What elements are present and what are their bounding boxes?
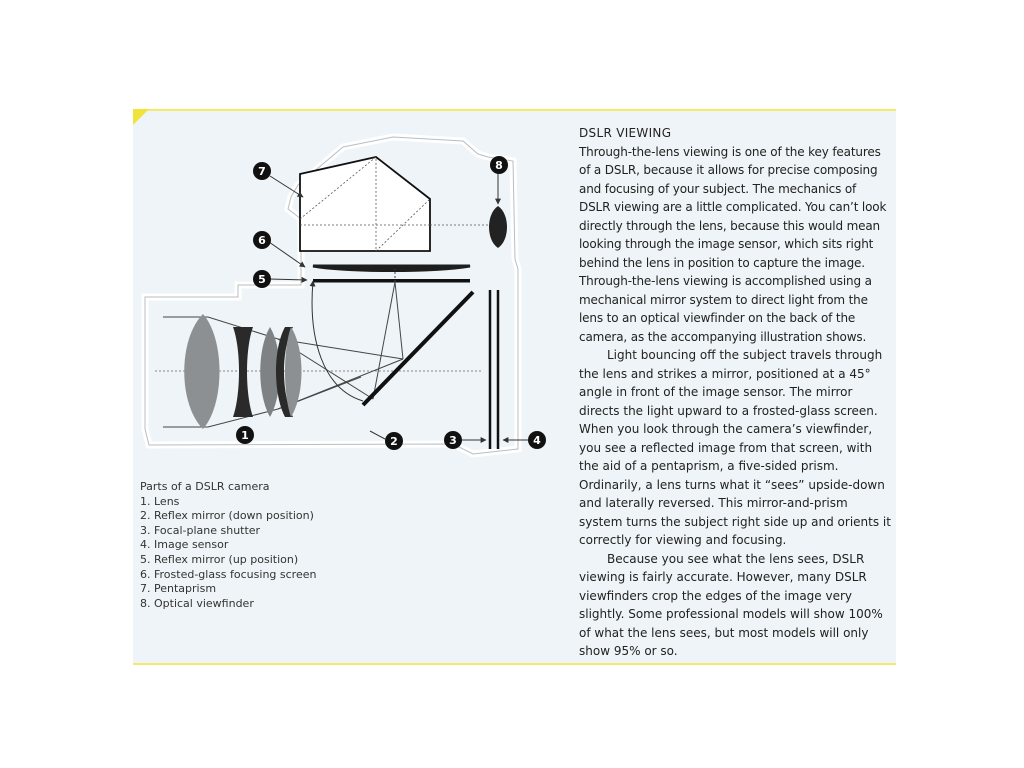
article-heading: DSLR VIEWING [579, 126, 672, 140]
caption-item: 4. Image sensor [140, 538, 229, 552]
caption-item: 7. Pentaprism [140, 582, 217, 596]
callout-2 [385, 432, 403, 450]
bottom-rule [133, 663, 896, 665]
svg-text:7: 7 [258, 165, 266, 178]
reflex-mirror-up [313, 279, 470, 283]
article-paragraph: Through-the-lens viewing is one of the key features of a DSLR, because it allows for precise composing and focusing of your subject. The mechanics of DSLR viewing are a little complicated. You can’t look directly through the lens, because this would mean looking through the image sensor, which sits right behind the lens in position to capture the image. Through-the-lens viewing is accomplished using a mechanical mirror system to direct light from the lens to an optical viewfinder on the back of the camera, as the accompanying illustration shows. [579, 144, 887, 344]
viewfinder-eyepiece [489, 206, 507, 248]
focusing-screen [313, 266, 470, 271]
caption-list [140, 495, 400, 612]
article-body [579, 124, 891, 661]
caption-item: 5. Reflex mirror (up position) [140, 552, 299, 566]
article-paragraph: Because you see what the lens sees, DSLR viewing is fairly accurate. However, many DSLR viewfinders crop the edges of the image very slightly. Some professional models will show 100% of what the lens sees, but most models will only show 95% or so. [579, 551, 883, 658]
svg-text:5: 5 [258, 273, 266, 286]
mirror-swing-arc [312, 281, 363, 401]
callout-4 [528, 431, 546, 449]
callout-6 [253, 231, 271, 249]
caption-title: Parts of a DSLR camera [140, 480, 270, 493]
svg-text:2: 2 [390, 435, 398, 448]
callout-7 [253, 162, 271, 180]
dslr-diagram [133, 109, 573, 479]
caption-item: 3. Focal-plane shutter [140, 523, 261, 537]
callout-1 [236, 426, 254, 444]
svg-text:3: 3 [449, 434, 457, 447]
diagram-caption [140, 480, 400, 611]
callout-8 [490, 156, 508, 174]
caption-item: 8. Optical viewfinder [140, 596, 254, 610]
lens-group [184, 314, 301, 429]
svg-text:1: 1 [241, 429, 249, 442]
svg-text:6: 6 [258, 234, 266, 247]
reflex-mirror-down [363, 292, 473, 405]
caption-item: 1. Lens [140, 494, 180, 508]
callout-5 [253, 270, 271, 288]
callout-3 [444, 431, 462, 449]
caption-item: 2. Reflex mirror (down position) [140, 509, 314, 523]
svg-text:8: 8 [495, 159, 503, 172]
caption-item: 6. Frosted-glass focusing screen [140, 567, 317, 581]
pentaprism [300, 157, 488, 251]
article-paragraph: Light bouncing off the subject travels through the lens and strikes a mirror, positioned at a 45° angle in front of the image sensor. The mirror directs the light upward to a frosted-glass screen. When you look through the camera’s viewfinder, you see a reflected image from that screen, with the aid of a pentaprism, a five-sided prism. Ordinarily, a lens turns what it “sees” upside-down and laterally reversed. This mirror-and-prism system turns the subject right side up and orients it correctly for viewing and focusing. [579, 348, 891, 547]
svg-text:4: 4 [533, 434, 541, 447]
